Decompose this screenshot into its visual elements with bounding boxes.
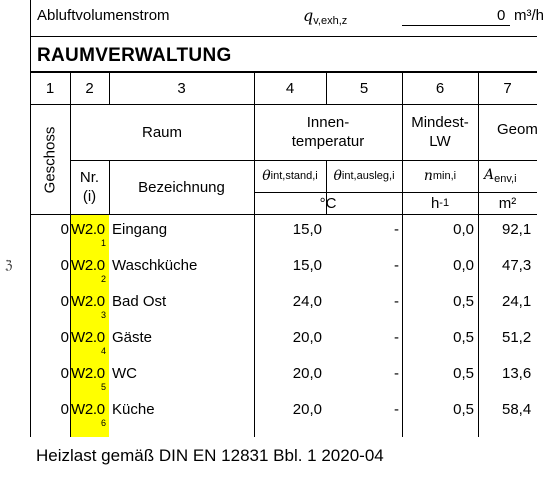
header-nr [70,164,109,210]
cell-temp-ausleg: - [394,365,399,382]
cell-nr-overflow: 5 [101,382,107,392]
cell-temp-ausleg: - [394,329,399,346]
abluft-unit: m³/h [514,7,544,24]
cell-a-env: 13,6 [502,365,532,382]
cell-n-min: 0,5 [453,329,474,346]
cell-n-min: 0,5 [453,365,474,382]
cell-nr-overflow: 6 [101,418,107,428]
table-row [0,254,537,290]
cell-temp-ausleg: - [394,257,399,274]
header-theta-stand: θ int,stand,i [262,167,318,184]
cell-bezeichnung: Gäste [112,329,153,346]
colnum-6: 6 [435,79,445,97]
cell-n-min: 0,5 [453,401,474,418]
cell-nr-overflow: 2 [101,274,107,284]
cell-bezeichnung: Bad Ost [112,293,167,310]
colnum-rule [30,104,537,105]
cell-a-env: 51,2 [502,329,532,346]
table-row [0,398,537,434]
innentemperatur-line2: temperatur [291,133,365,150]
cell-bezeichnung: Waschküche [112,257,198,274]
cell-geschoss: 0 [60,293,69,310]
colnum-2: 2 [85,79,94,97]
cell-geschoss: 0 [60,257,69,274]
abluft-value: 0 [497,7,506,24]
header-mindest-lw [402,108,478,156]
section-title: RAUMVERWALTUNG [37,45,232,66]
abluft-label: Abluftvolumenstrom [37,7,170,24]
header-raum: Raum [141,123,182,141]
cell-a-env: 24,1 [502,293,532,310]
cell-a-env: 47,3 [502,257,532,274]
header-geschoss: Geschoss [41,126,59,194]
cell-a-env: 58,4 [502,401,532,418]
cell-n-min: 0,0 [453,221,474,238]
cell-nr: W2.0 [71,401,105,418]
header-theta-ausleg: θ int,ausleg,i [333,167,395,184]
cell-geschoss: 0 [60,329,69,346]
colnum-1: 1 [45,79,55,97]
colnum-7: 7 [503,79,512,97]
cell-nr-overflow: 4 [101,346,107,356]
header-a-env: $A_{env,i}$ [484,167,517,185]
table-row [0,362,537,398]
header-geom: Geom [497,121,538,138]
nr-line1: Nr. [79,169,100,186]
abluft-row [30,0,544,36]
cell-temp-stand: 15,0 [292,257,322,274]
cell-temp-stand: 15,0 [292,221,322,238]
cell-temp-stand: 20,0 [292,401,322,418]
colnum-3: 3 [177,79,186,97]
cell-nr: W2.0 [71,329,105,346]
cell-n-min: 0,0 [453,257,474,274]
cell-n-min: 0,5 [453,293,474,310]
header-n-min: n min,i [423,167,457,184]
header-bezeichnung: Bezeichnung [138,178,225,196]
footer-text: Heizlast gemäß DIN EN 12831 Bbl. 1 2020-04 [36,446,384,465]
cell-temp-stand: 24,0 [292,293,322,310]
cell-bezeichnung: Küche [112,401,155,418]
cell-temp-ausleg: - [394,221,399,238]
table-row [0,290,537,326]
cell-nr: W2.0 [71,221,105,238]
table-row [0,218,537,254]
cell-a-env: 92,1 [502,221,532,238]
cell-bezeichnung: Eingang [112,221,168,238]
cell-nr-overflow: 1 [101,238,107,248]
colnum-5: 5 [359,79,369,97]
margin-mark-icon: ℨ [5,258,13,272]
mindest-line1: Mindest- [411,114,469,131]
cell-geschoss: 0 [60,365,69,382]
unit-temperature: °C [319,195,337,212]
cell-geschoss: 0 [60,221,69,238]
abluft-underline [402,25,510,26]
cell-nr-overflow: 3 [101,310,107,320]
nr-line2: (i) [82,188,97,205]
cell-temp-stand: 20,0 [292,329,322,346]
cell-nr: W2.0 [71,365,105,382]
cell-nr: W2.0 [71,257,105,274]
unit-area: m² [498,195,517,212]
cell-temp-ausleg: - [394,293,399,310]
cell-geschoss: 0 [60,401,69,418]
table-row [0,326,537,362]
top-rule [30,36,537,37]
unit-air-change: h -1 [430,195,450,212]
colnum-4: 4 [285,79,295,97]
abluft-symbol: $q_{v,exh,z}$ [303,6,348,27]
cell-nr: W2.0 [71,293,105,310]
innentemperatur-line1: Innen- [306,114,350,131]
mindest-line2: LW [429,133,451,150]
subheader-rule [70,160,537,161]
cell-bezeichnung: WC [112,365,137,382]
header-innentemperatur [254,108,402,156]
cell-temp-stand: 20,0 [292,365,322,382]
cell-temp-ausleg: - [394,401,399,418]
